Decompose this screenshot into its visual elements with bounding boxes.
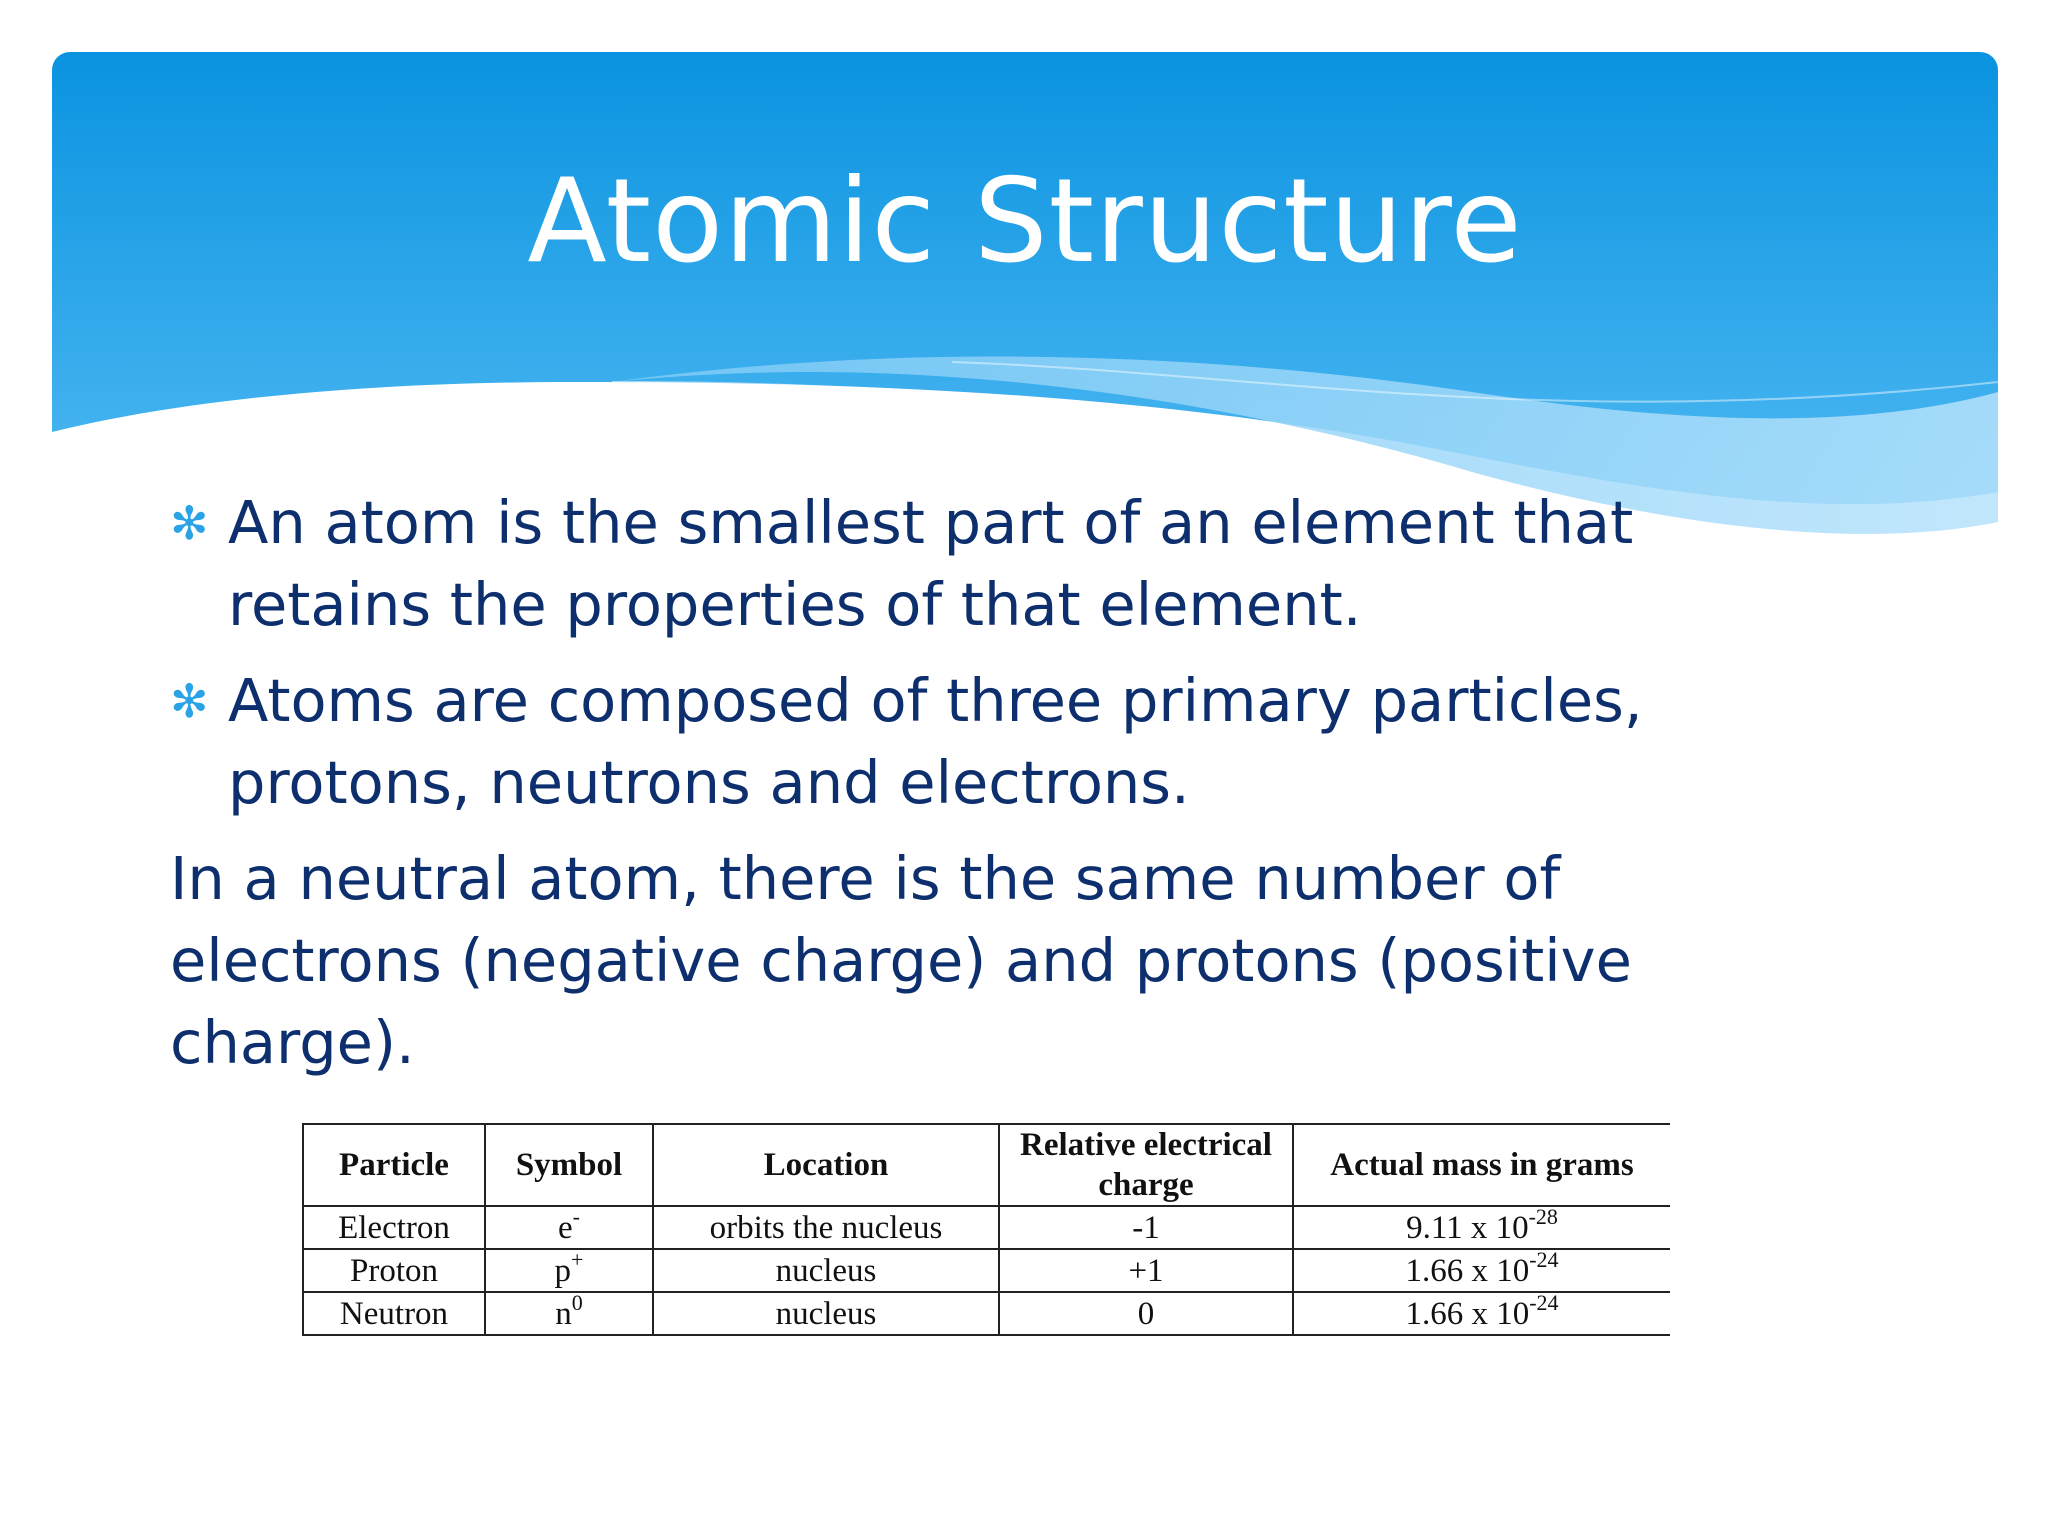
asterisk-icon: ✻ [170,674,209,728]
table-row [303,1206,1670,1249]
cell-location: nucleus [653,1292,999,1335]
cell-particle: Electron [303,1206,485,1249]
header-particle: Particle [303,1124,485,1206]
particle-table [302,1123,1670,1336]
header-mass: Actual mass in grams [1293,1124,1670,1206]
cell-particle: Neutron [303,1292,485,1335]
cell-symbol: e- [485,1206,653,1249]
cell-symbol: p+ [485,1249,653,1292]
body-paragraph: In a neutral atom, there is the same number of electrons (negative charge) and protons (positive charge). [170,844,1632,1077]
cell-location: nucleus [653,1249,999,1292]
table-row [303,1249,1670,1292]
bullet-item [170,660,1730,824]
slide-title: Atomic Structure [527,154,1523,289]
cell-mass: 1.66 x $10^{-24}$ [1293,1249,1670,1292]
table-row [303,1292,1670,1335]
bullet-text: Atoms are composed of three primary particles, protons, neutrons and electrons. [228,666,1643,817]
cell-particle: Proton [303,1249,485,1292]
cell-charge: 0 [999,1292,1293,1335]
cell-charge: +1 [999,1249,1293,1292]
cell-charge: -1 [999,1206,1293,1249]
cell-symbol: $n^0$ [485,1292,653,1335]
header-location: Location [653,1124,999,1206]
header-symbol: Symbol [485,1124,653,1206]
table-header-row [303,1124,1670,1206]
cell-location: orbits the nucleus [653,1206,999,1249]
asterisk-icon: ✻ [170,496,209,550]
header-charge: Relative electrical charge [999,1124,1293,1206]
bullet-text: An atom is the smallest part of an element that retains the properties of that element. [228,488,1634,639]
cell-mass: 1.66 x $10^{-24}$ [1293,1292,1670,1335]
cell-mass: 9.11 x $10^{-28}$ [1293,1206,1670,1249]
bullet-item [170,482,1730,646]
